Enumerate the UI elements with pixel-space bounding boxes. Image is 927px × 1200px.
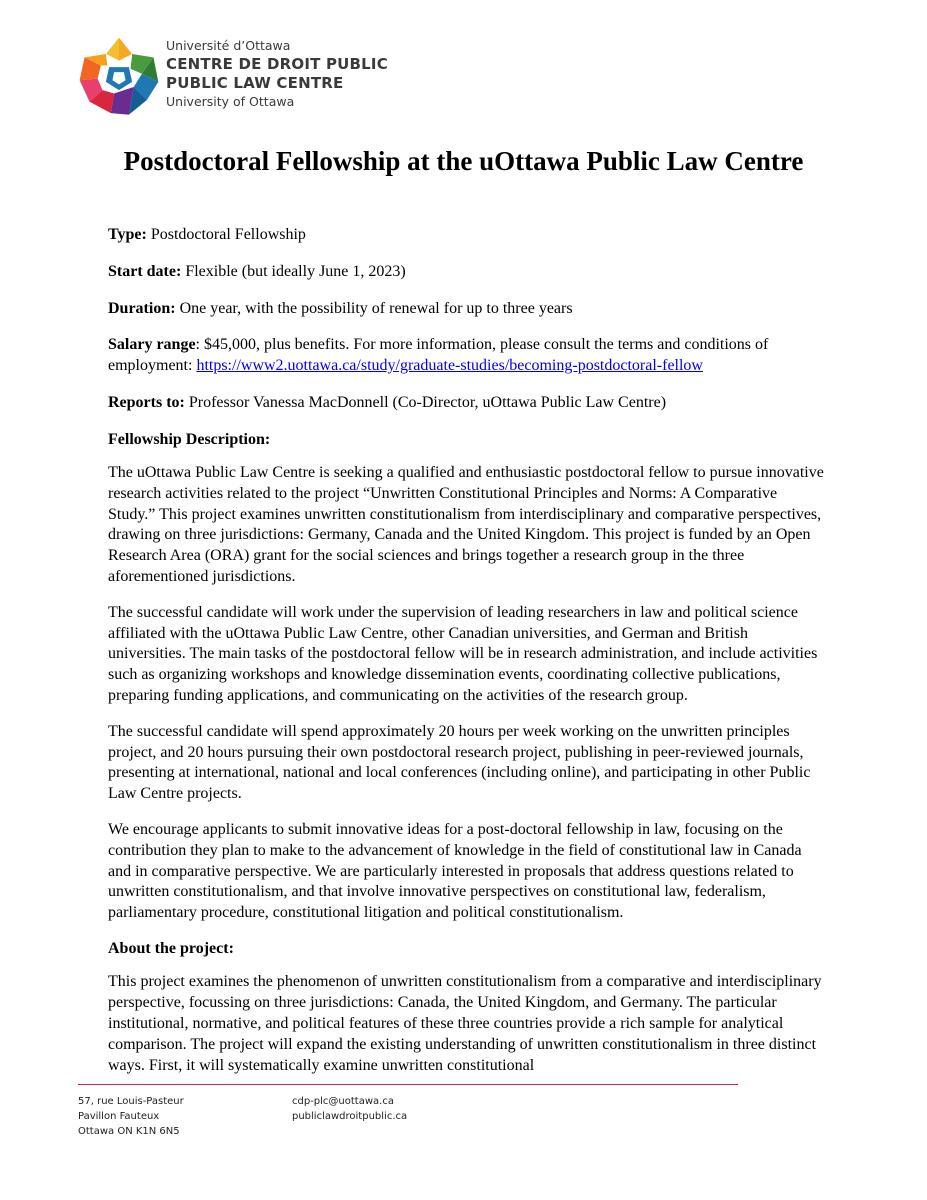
institution-name xyxy=(166,38,388,110)
about-project-heading: About the project: xyxy=(108,940,234,958)
institution-line-en-university: University of Ottawa xyxy=(166,94,295,109)
fellowship-paragraph: The uOttawa Public Law Centre is seeking a qualified and enthusiastic postdoctoral fellow to pursue innovative research activities related to the project “Unwritten Constitutional Principles and Norms: A Comparative Study.” This project examines unwritten constitutionalism from interdisciplinary and comparative perspectives, drawing on three jurisdictions: Germany, Canada and the United Kingdom. This project is funded by an Open Research Area (ORA) grant for the social sciences and brings together a research group in the three aforementioned jurisdictions. xyxy=(108,464,824,586)
type-label: Type: xyxy=(108,226,147,243)
duration-value: One year, with the possibility of renewal for up to three years xyxy=(179,299,573,317)
footer-address xyxy=(78,1094,184,1139)
start-date-label: Start date: xyxy=(108,262,182,280)
type-value: Postdoctoral Fellowship xyxy=(150,226,306,243)
fellowship-description-heading: Fellowship Description: xyxy=(108,430,271,448)
type-field xyxy=(108,225,824,246)
duration-field xyxy=(108,299,824,320)
salary-field xyxy=(108,335,824,377)
footer-divider xyxy=(78,1084,738,1085)
document-body xyxy=(108,225,824,1091)
start-date-value: Flexible (but ideally June 1, 2023) xyxy=(185,262,406,280)
duration-label: Duration: xyxy=(108,299,176,317)
institution-line-fr-university: Université d’Ottawa xyxy=(166,38,291,53)
contact-email[interactable]: cdp-plc@uottawa.ca xyxy=(292,1096,394,1107)
salary-info-link[interactable]: https://www2.uottawa.ca/study/graduate-studies/becoming-postdoctoral-fellow xyxy=(196,357,703,375)
address-line: Pavillon Fauteux xyxy=(78,1111,160,1122)
fellowship-paragraph: We encourage applicants to submit innovative ideas for a post-doctoral fellowship in law, focusing on the contribution they plan to make to the advancement of knowledge in the field of constitutional law in Canada and in comparative perspective. We are particularly interested in proposals that address questions related to unwritten constitutionalism, and that involve innovative perspectives on constitutional law, federalism, parliamentary procedure, constitutional litigation and political constitutionalism. xyxy=(108,821,802,922)
footer-contact xyxy=(292,1094,407,1124)
institution-line-fr-centre: CENTRE DE DROIT PUBLIC xyxy=(166,55,388,73)
fellowship-paragraph: The successful candidate will work under the supervision of leading researchers in law and political science affiliated with the uOttawa Public Law Centre, other Canadian universities, and German and British universities. The main tasks of the postdoctoral fellow will be in research administration, and include activities such as organizing workshops and knowledge dissemination events, coordinating collective publications, preparing funding applications, and communicating on the activities of the research group. xyxy=(108,603,818,705)
reports-to-label: Reports to: xyxy=(108,393,185,411)
project-paragraph: This project examines the phenomenon of unwritten constitutionalism from a comparative and interdisciplinary perspective, focussing on three jurisdictions: Canada, the United Kingdom, and Germany. The particular institutional, normative, and political features of these three countries provide a rich sample for analytical comparison. The project will expand the existing understanding of unwritten constitutionalism in three distinct ways. First, it will systematically examine unwritten constitutional xyxy=(108,973,822,1074)
start-date-field xyxy=(108,262,824,283)
salary-value: : $45,000, plus benefits. For more information, please consult the terms and conditions of employment: xyxy=(108,336,769,375)
address-line: Ottawa ON K1N 6N5 xyxy=(78,1126,180,1137)
page-title: Postdoctoral Fellowship at the uOttawa Public Law Centre xyxy=(123,146,804,176)
address-line: 57, rue Louis-Pasteur xyxy=(78,1096,184,1107)
salary-label: Salary range xyxy=(108,336,196,354)
contact-website[interactable]: publiclawdroitpublic.ca xyxy=(292,1111,408,1122)
fellowship-paragraph: The successful candidate will spend approximately 20 hours per week working on the unwritten principles project, and 20 hours pursuing their own postdoctoral research project, publishing in peer-reviewed journals, presenting at international, national and local conferences (including online), and participating in other Public Law Centre projects. xyxy=(108,722,811,803)
reports-to-value: Professor Vanessa MacDonnell (Co-Director, uOttawa Public Law Centre) xyxy=(188,393,667,411)
public-law-centre-logo xyxy=(78,36,160,118)
reports-to-field xyxy=(108,393,824,414)
institution-line-en-centre: PUBLIC LAW CENTRE xyxy=(166,74,344,92)
